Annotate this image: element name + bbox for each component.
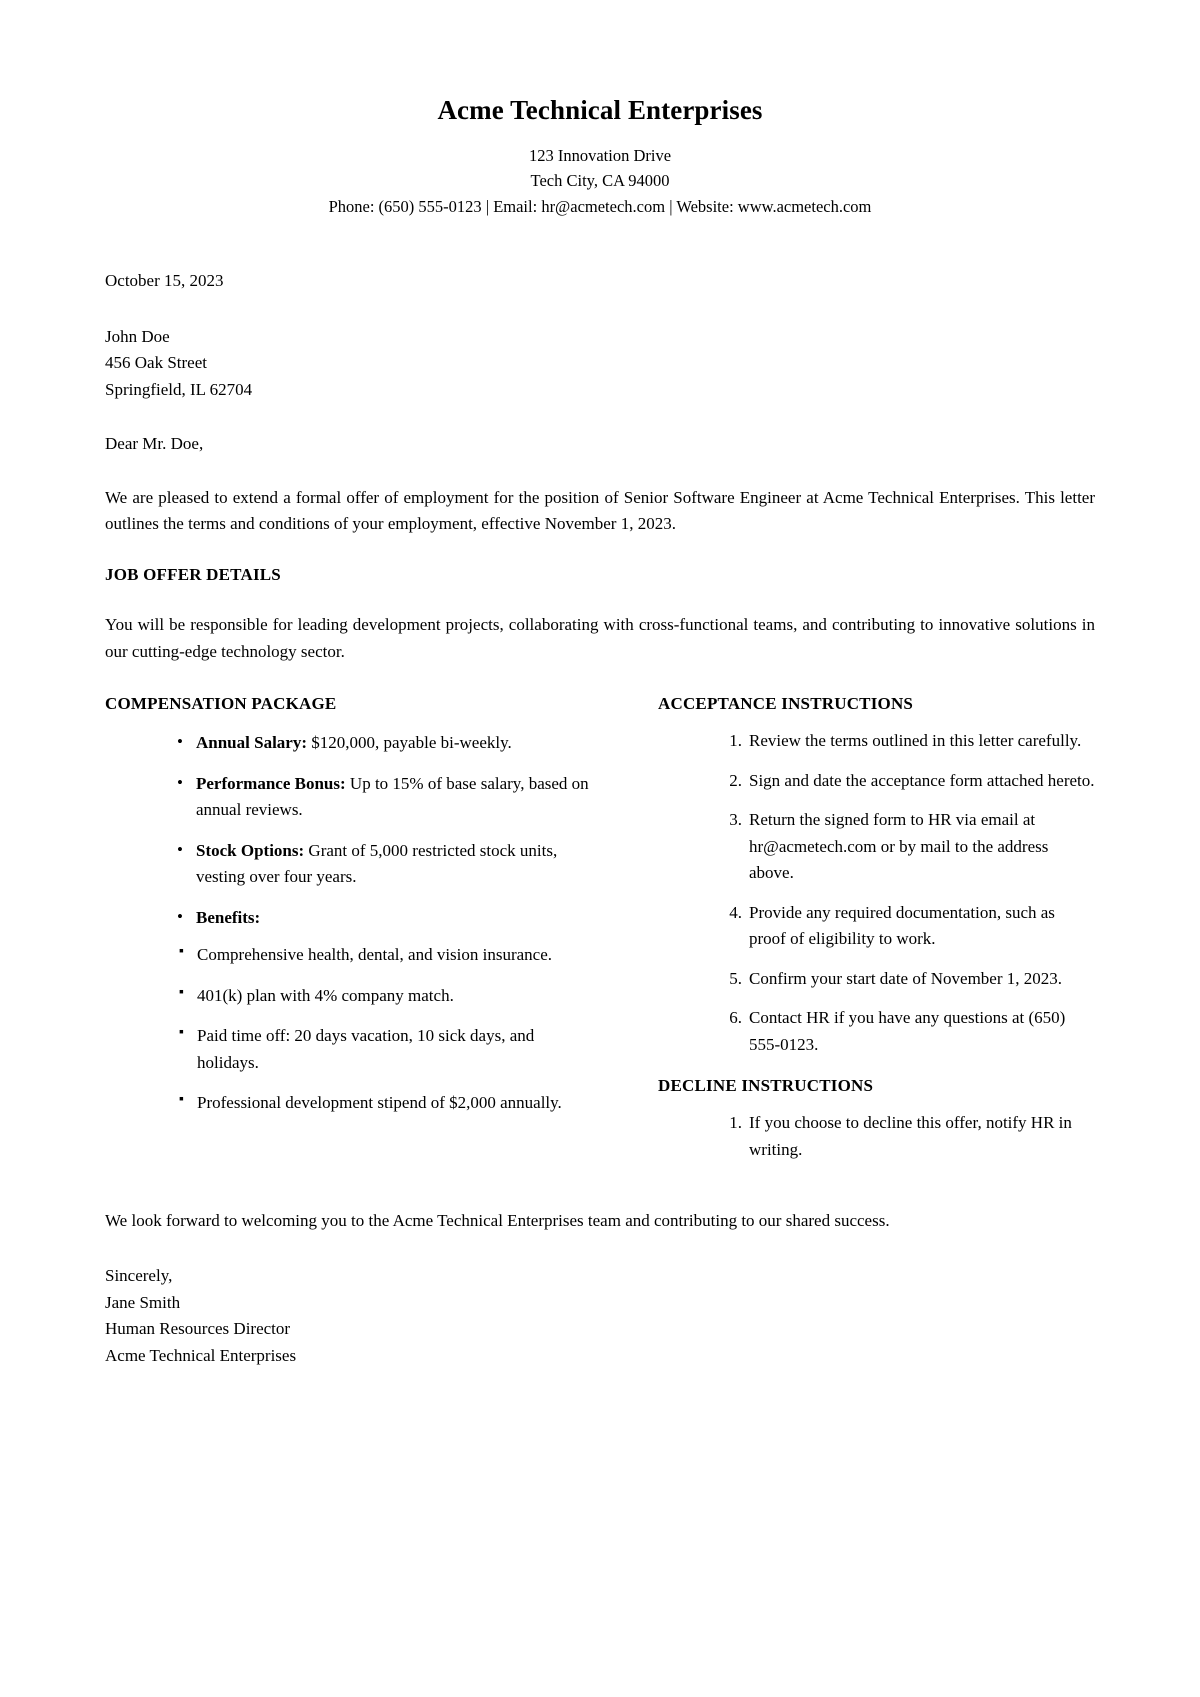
company-address-line-2: Tech City, CA 94000	[530, 171, 670, 191]
list-item	[177, 771, 600, 824]
decline-instructions-list	[658, 1110, 1095, 1163]
letterhead	[105, 96, 1095, 219]
company-contact-line: Phone: (650) 555-0123 | Email: hr@acmetech.com | Website: www.acmetech.com	[328, 196, 872, 216]
compensation-item-label: Annual Salary:	[196, 733, 307, 753]
compensation-item-text: Up to 15% of base salary, based on annual reviews.	[196, 773, 589, 820]
recipient-address-block	[105, 324, 1095, 404]
list-item	[177, 730, 600, 757]
list-item: ▪ Professional development stipend of $2,000 annually.	[179, 1090, 600, 1117]
company-name: Acme Technical Enterprises	[437, 95, 763, 125]
list-item: Provide any required documentation, such as proof of eligibility to work.	[749, 902, 1055, 949]
compensation-heading: COMPENSATION PACKAGE	[105, 694, 337, 714]
job-offer-details-body: You will be responsible for leading development projects, collaborating with cross-functional teams, and contributing to innovative solutions in our cutting-edge technology sector.	[105, 615, 1095, 662]
signature-closing: Sincerely,	[105, 1266, 173, 1286]
letter-date: October 15, 2023	[105, 271, 224, 291]
instructions-column	[600, 694, 1095, 1176]
job-offer-details-heading: JOB OFFER DETAILS	[105, 565, 281, 585]
compensation-item-label: Performance Bonus:	[196, 773, 346, 793]
list-item	[177, 838, 600, 891]
compensation-item-label: Stock Options:	[196, 840, 305, 860]
list-item: If you choose to decline this offer, notify HR in writing.	[749, 1113, 1072, 1159]
list-item: Return the signed form to HR via email at hr@acmetech.com or by mail to the address above.	[749, 810, 1049, 883]
signature-block	[105, 1263, 1095, 1369]
list-item: Contact HR if you have any questions at (650) 555-0123.	[749, 1008, 1066, 1054]
list-item: ▪ 401(k) plan with 4% company match.	[179, 983, 600, 1010]
list-item: Confirm your start date of November 1, 2023.	[749, 968, 1063, 988]
signature-company: Acme Technical Enterprises	[105, 1345, 297, 1365]
two-column-section	[105, 694, 1095, 1176]
signature-name: Jane Smith	[105, 1292, 181, 1312]
closing-paragraph: We look forward to welcoming you to the Acme Technical Enterprises team and contributing to our shared success.	[105, 1211, 890, 1231]
list-item: ▪ Comprehensive health, dental, and vision insurance.	[179, 942, 600, 969]
signature-title: Human Resources Director	[105, 1319, 291, 1339]
compensation-item-text: $120,000, payable bi-weekly.	[307, 733, 512, 753]
recipient-city-state-zip: Springfield, IL 62704	[105, 379, 253, 399]
list-item: ▪ Paid time off: 20 days vacation, 10 sick days, and holidays.	[179, 1023, 600, 1076]
compensation-list	[105, 730, 600, 931]
acceptance-instructions-list	[658, 728, 1095, 1058]
recipient-name: John Doe	[105, 326, 170, 346]
compensation-column	[105, 694, 600, 1131]
list-item: Review the terms outlined in this letter carefully.	[749, 731, 1082, 751]
benefits-list	[105, 942, 600, 1117]
compensation-item-text: Grant of 5,000 restricted stock units, vesting over four years.	[196, 840, 558, 887]
company-address-line-1: 123 Innovation Drive	[528, 145, 672, 165]
decline-instructions-heading: DECLINE INSTRUCTIONS	[658, 1076, 874, 1096]
list-item: Sign and date the acceptance form attached hereto.	[749, 770, 1095, 790]
salutation: Dear Mr. Doe,	[105, 434, 204, 454]
compensation-item-label: Benefits:	[196, 907, 261, 927]
recipient-street: 456 Oak Street	[105, 353, 207, 373]
list-item	[177, 905, 600, 932]
intro-paragraph: We are pleased to extend a formal offer of employment for the position of Senior Software Engineer at Acme Technical Enterprises. This letter outlines the terms and conditions of your employment, effective November 1, 2023.	[105, 487, 1095, 534]
acceptance-instructions-heading: ACCEPTANCE INSTRUCTIONS	[658, 694, 914, 714]
